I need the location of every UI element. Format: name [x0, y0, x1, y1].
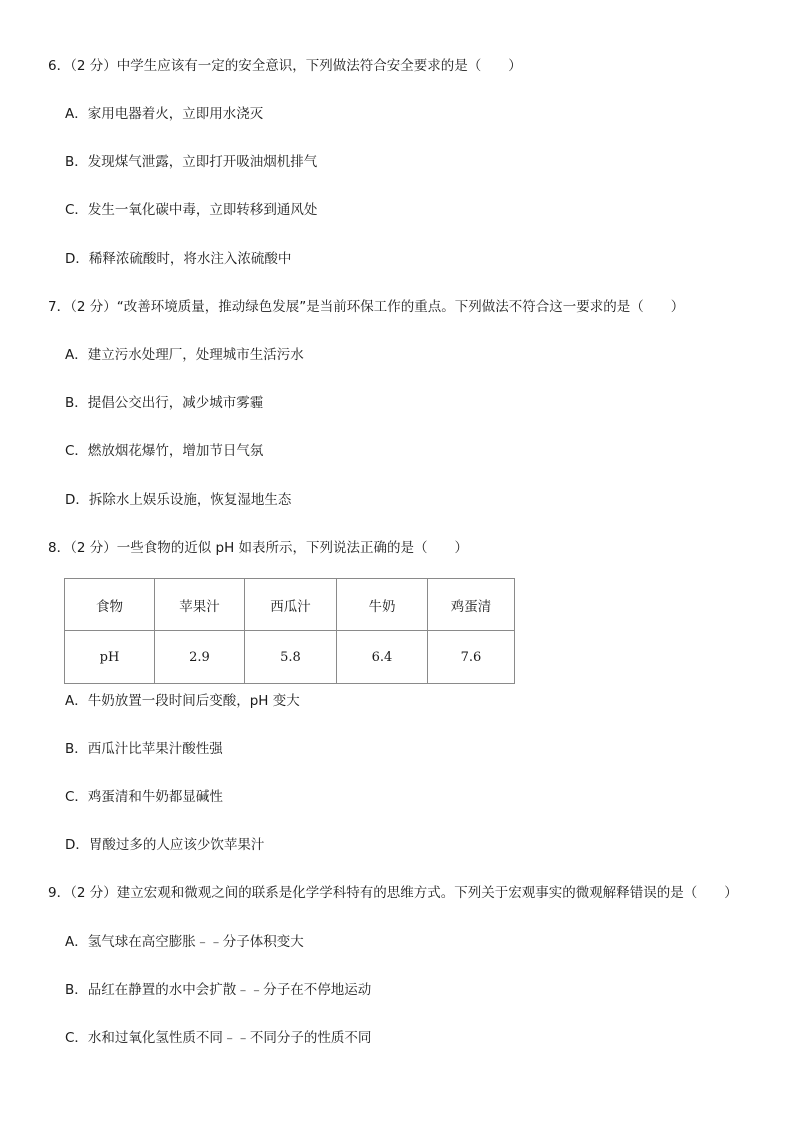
- question-9-stem: 9．（2 分）建立宏观和微观之间的联系是化学学科特有的思维方式。下列关于宏观事实的微观解释错误的是（ ）: [48, 885, 738, 901]
- ph-table-header-cell: 鸡蛋清: [428, 579, 515, 631]
- question-6-option-b: B．发现煤气泄露，立即打开吸油烟机排气: [65, 154, 318, 170]
- ph-table-header-cell: 苹果汁: [155, 579, 245, 631]
- question-6-option-a: A．家用电器着火，立即用水浇灭: [65, 106, 264, 122]
- question-8-option-a: A．牛奶放置一段时间后变酸，pH 变大: [65, 693, 300, 709]
- question-7-option-b: B．提倡公交出行，减少城市雾霾: [65, 395, 264, 411]
- ph-table-cell: 7.6: [428, 631, 515, 684]
- ph-table: [64, 578, 515, 684]
- ph-table-header-cell: 食物: [65, 579, 155, 631]
- question-7-stem: 7．（2 分）“改善环境质量，推动绿色发展”是当前环保工作的重点。下列做法不符合这一要求的是（ ）: [48, 299, 685, 315]
- question-6-option-c: C．发生一氧化碳中毒，立即转移到通风处: [65, 202, 318, 218]
- question-8-option-d: D．胃酸过多的人应该少饮苹果汁: [65, 837, 265, 853]
- ph-table-header-row: [65, 579, 515, 631]
- question-9-option-c: C．水和过氧化氢性质不同﹣﹣不同分子的性质不同: [65, 1030, 372, 1046]
- ph-table-cell: 2.9: [155, 631, 245, 684]
- ph-table-value-row: [65, 631, 515, 684]
- ph-table-header-cell: 西瓜汁: [245, 579, 337, 631]
- question-8-stem: 8．（2 分）一些食物的近似 pH 如表所示，下列说法正确的是（ ）: [48, 540, 469, 556]
- question-7-option-c: C．燃放烟花爆竹，增加节日气氛: [65, 443, 264, 459]
- question-6-option-d: D．稀释浓硫酸时，将水注入浓硫酸中: [65, 251, 292, 267]
- ph-table-header-cell: 牛奶: [337, 579, 428, 631]
- ph-table-cell: pH: [65, 631, 155, 684]
- question-9-option-a: A．氢气球在高空膨胀﹣﹣分子体积变大: [65, 934, 304, 950]
- ph-table-cell: 5.8: [245, 631, 337, 684]
- question-8-option-b: B．西瓜汁比苹果汁酸性强: [65, 741, 223, 757]
- question-7-option-a: A．建立污水处理厂，处理城市生活污水: [65, 347, 304, 363]
- question-8-option-c: C．鸡蛋清和牛奶都显碱性: [65, 789, 223, 805]
- question-7-option-d: D．拆除水上娱乐设施，恢复湿地生态: [65, 492, 292, 508]
- question-9-option-b: B．品红在静置的水中会扩散﹣﹣分子在不停地运动: [65, 982, 372, 998]
- question-6-stem: 6．（2 分）中学生应该有一定的安全意识，下列做法符合安全要求的是（ ）: [48, 58, 522, 74]
- ph-table-cell: 6.4: [337, 631, 428, 684]
